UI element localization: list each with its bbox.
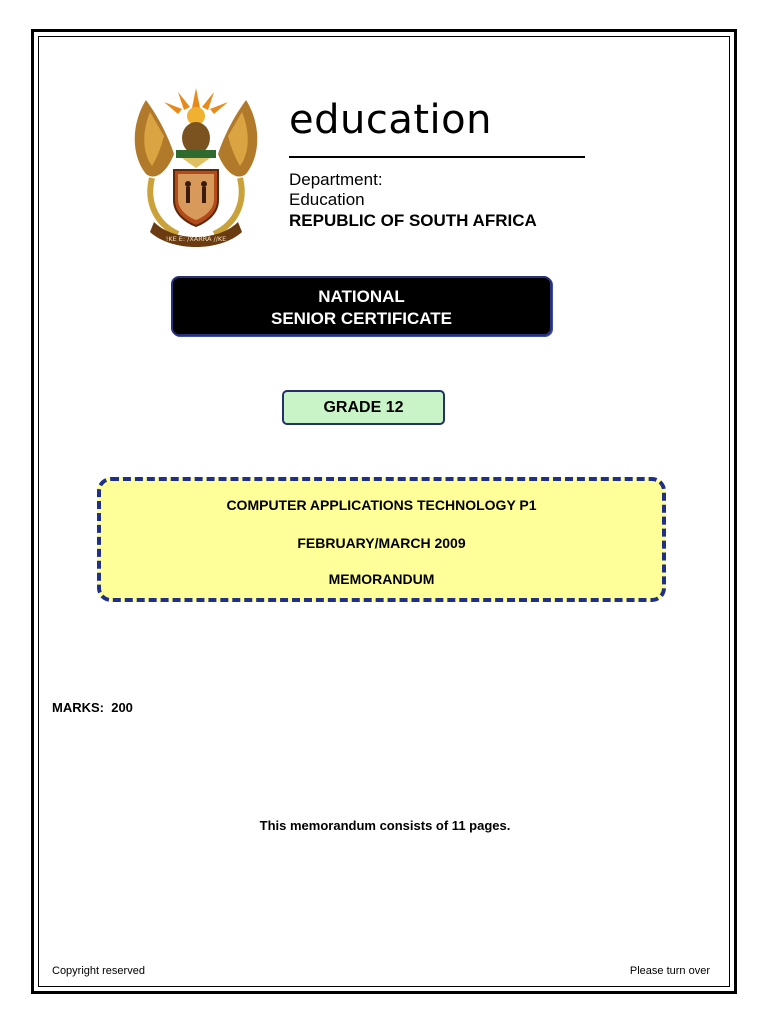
education-wordmark: education — [289, 97, 492, 143]
country-name: REPUBLIC OF SOUTH AFRICA — [289, 211, 537, 230]
document-type: MEMORANDUM — [328, 571, 435, 587]
copyright-notice: Copyright reserved — [52, 965, 145, 977]
exam-session: FEBRUARY/MARCH 2009 — [297, 535, 466, 551]
certificate-line2: SENIOR CERTIFICATE — [270, 309, 453, 328]
grade-badge: GRADE 12 — [282, 390, 445, 425]
subject-title: COMPUTER APPLICATIONS TECHNOLOGY P1 — [226, 497, 537, 513]
certificate-line1: NATIONAL — [318, 287, 405, 306]
page-count-note: This memorandum consists of 11 pages. — [259, 818, 511, 833]
wordmark-underline — [289, 156, 585, 158]
svg-text:!KE E: /XARRA //KE: !KE E: /XARRA //KE — [165, 235, 227, 243]
certificate-banner — [171, 276, 552, 336]
department-name: Education — [289, 190, 365, 209]
subject-panel — [97, 477, 666, 602]
department-label: Department: — [289, 170, 383, 189]
turn-over-notice: Please turn over — [629, 965, 710, 977]
coat-of-arms-logo — [126, 82, 266, 250]
marks-total: MARKS: 200 — [52, 700, 133, 715]
